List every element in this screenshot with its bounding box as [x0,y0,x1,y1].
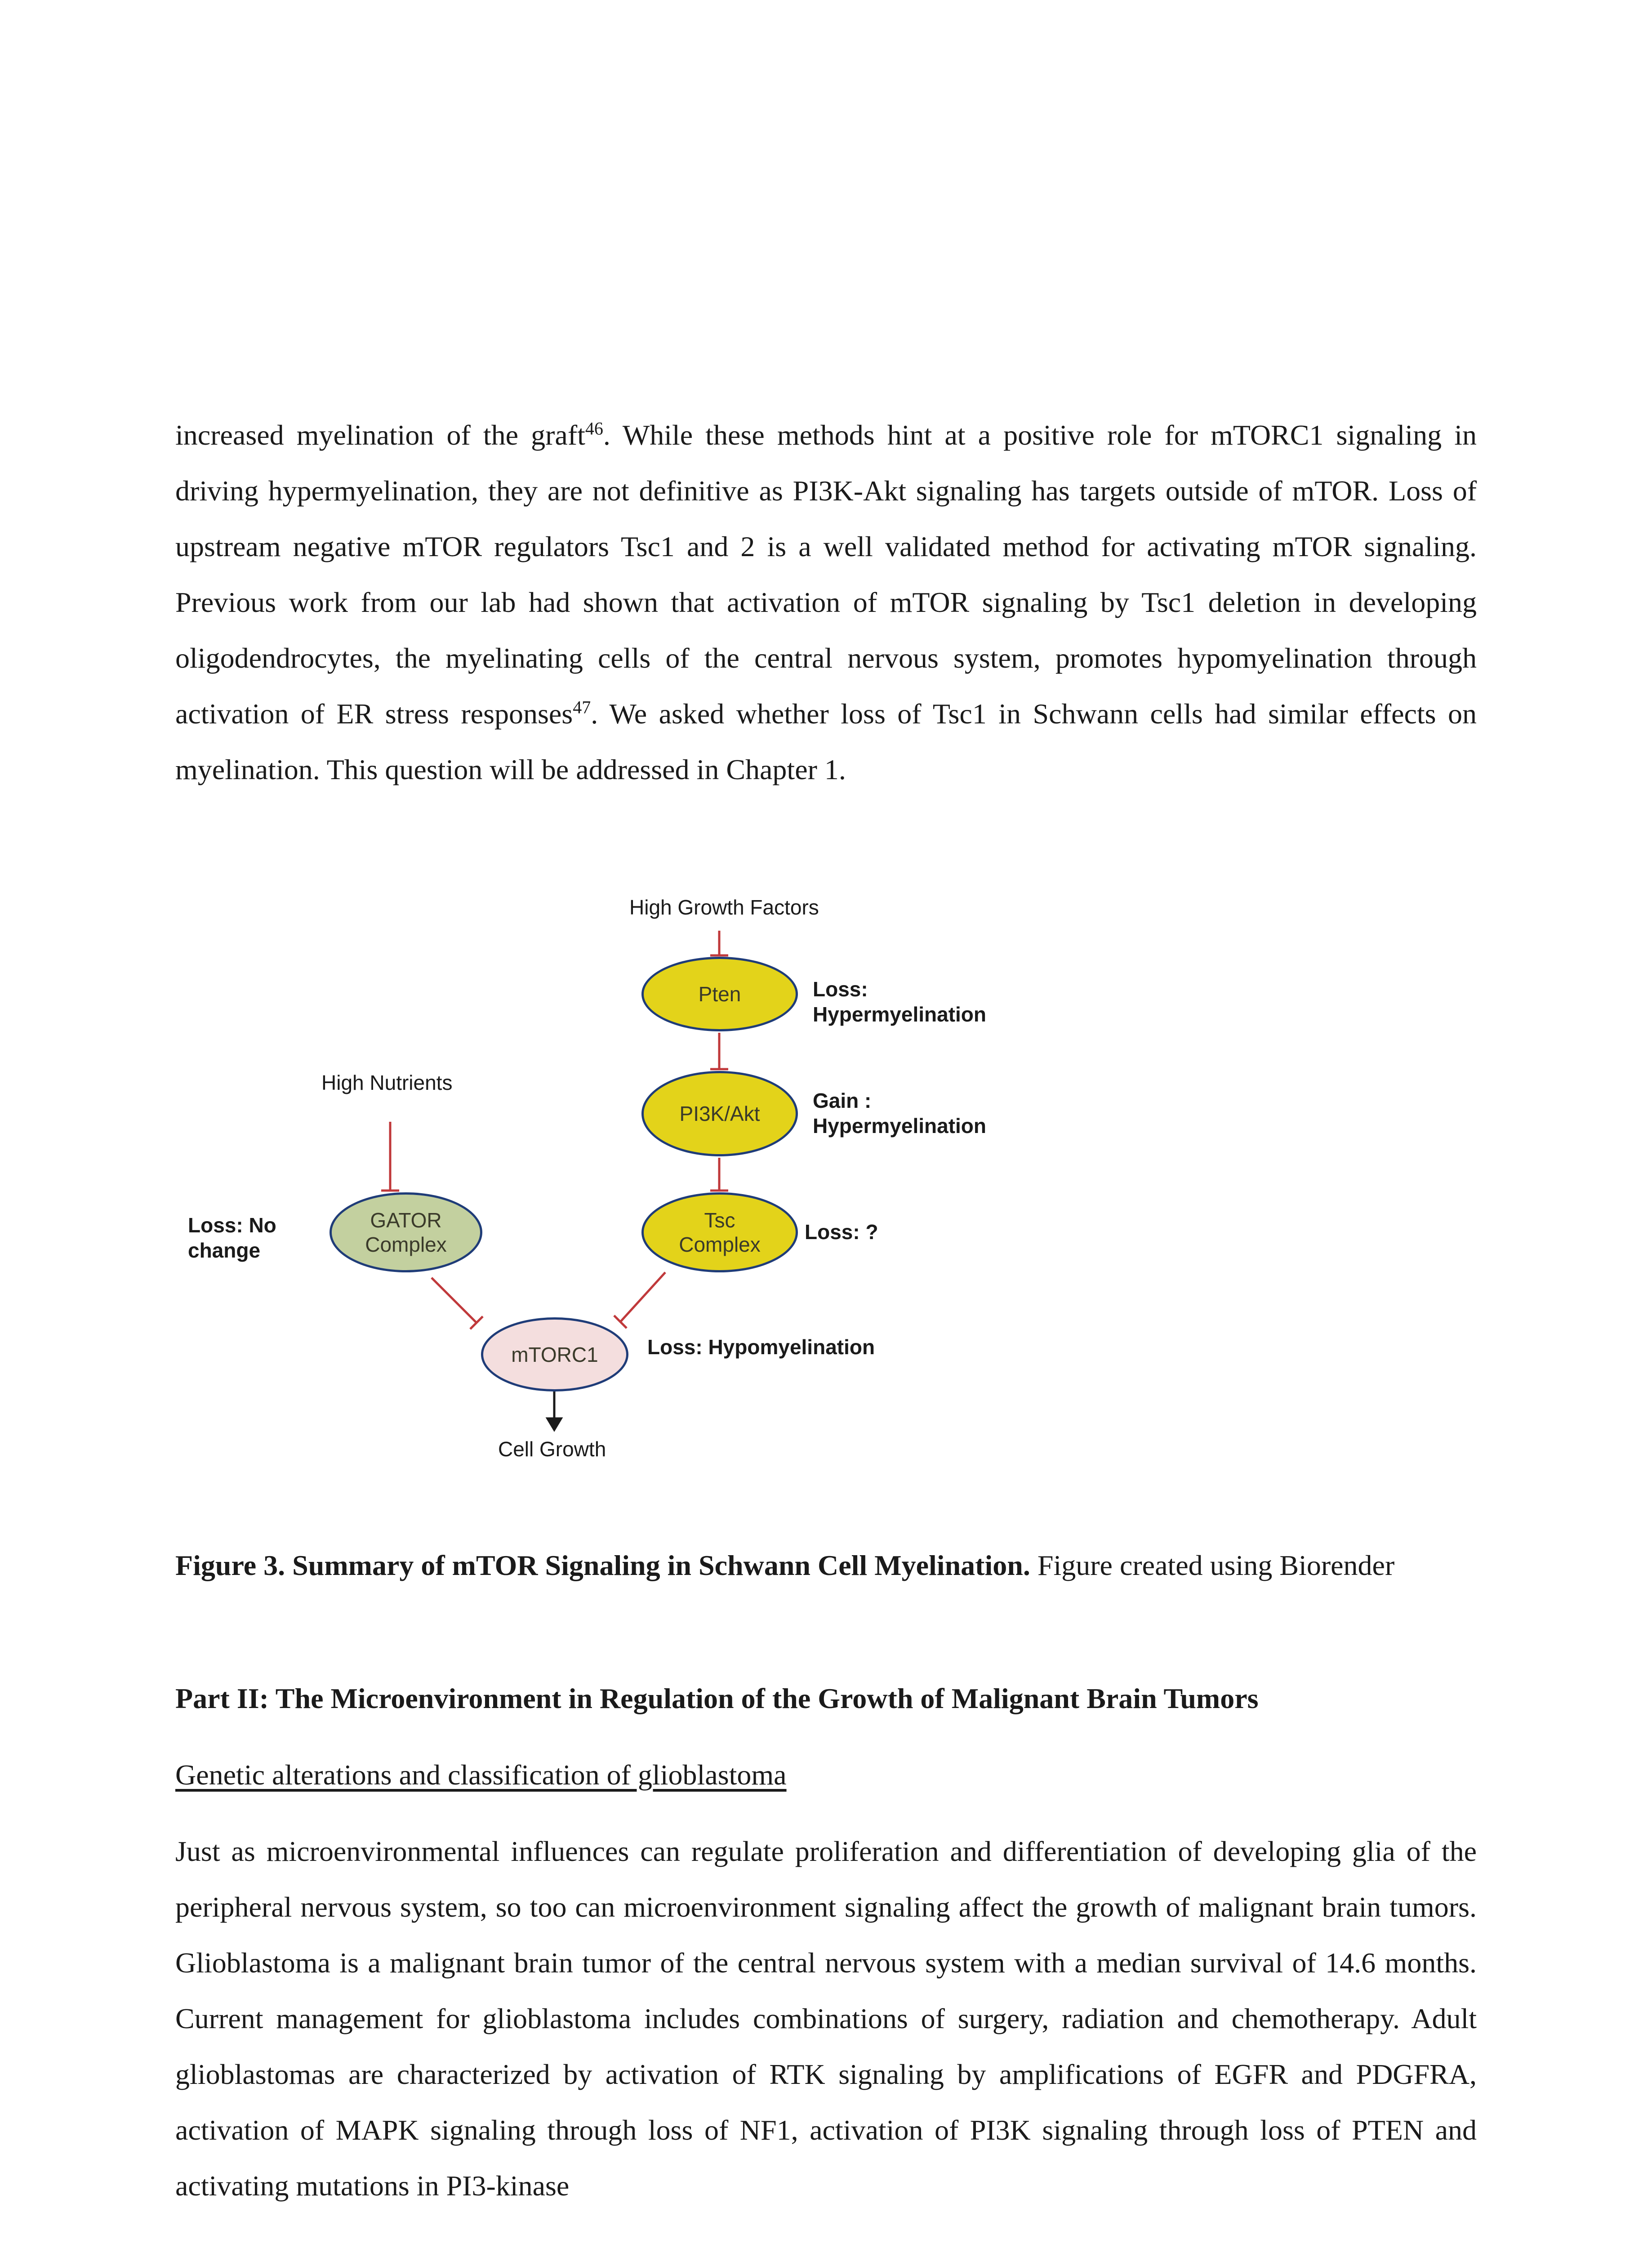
annotation-line2: change [188,1239,261,1262]
tsc-complex-node [641,1192,798,1272]
gator-complex-node [330,1192,482,1272]
arrow-head [548,1418,561,1430]
pten-annotation [813,977,986,1027]
annotation-line2: Hypermyelination [813,1003,986,1026]
node-label: PI3K/Akt [679,1102,760,1125]
figure-caption [175,1538,1477,1593]
cell-growth-label: Cell Growth [498,1437,606,1461]
node-label-line2: Complex [365,1233,447,1256]
gator-annotation [188,1213,276,1263]
node-label-line1: Tsc [704,1209,735,1232]
section-heading: Part II: The Microenvironment in Regulation of the Growth of Malignant Brain Tumors [175,1682,1259,1714]
pi3k-annotation [813,1088,986,1138]
high-nutrients-label: High Nutrients [321,1071,453,1094]
node-label: mTORC1 [511,1343,598,1366]
reference-superscript: 46 [585,418,603,439]
caption-title: Figure 3. Summary of mTOR Signaling in Schwann Cell Myelination. [175,1549,1030,1581]
paragraph-text: . While these methods hint at a positive role for mTORC1 signaling in driving hypermyelination, they are not definitive as PI3K-Akt signaling has targets outside of mTOR. Loss of upstream negative mTOR regulators Tsc1 and 2 is a well validated method for activating mTOR signaling. Previous work from our lab had shown that activation of mTOR signaling by Tsc1 deletion in developing oligodendrocytes, the myelinating cells of the central nervous system, promotes hypomyelination through activation of ER stress responses [175,419,1477,730]
node-label: Pten [698,982,741,1006]
node-label-line1: GATOR [370,1209,442,1232]
annotation-line1: Loss: No [188,1213,276,1237]
subsection-heading: Genetic alterations and classification of glioblastoma [175,1759,787,1791]
pten-node [641,957,798,1031]
high-growth-factors-label: High Growth Factors [629,896,819,919]
annotation-line2: Hypermyelination [813,1114,986,1137]
annotation-line1: Loss: [813,977,868,1001]
inhibit-arrow-tsc-mtorc1 [620,1272,665,1322]
inhibit-arrow-gator-mtorc1 [432,1278,476,1323]
paragraph-text: increased myelination of the graft [175,419,585,451]
mtorc1-node [481,1317,628,1392]
body-paragraph-2: Just as microenvironmental influences can regulate proliferation and differentiation of developing glia of the peripheral nervous system, so too can microenvironment signaling affect the growth of malignant brain tumors. Glioblastoma is a malignant brain tumor of the central nervous system with a median survival of 14.6 months. Current management for glioblastoma includes combinations of surgery, radiation and chemotherapy. Adult glioblastomas are characterized by activation of RTK signaling by amplifications of EGFR and PDGFRA, activation of MAPK signaling through loss of NF1, activation of PI3K signaling through loss of PTEN and activating mutations in PI3-kinase [175,1835,1477,2202]
pi3k-akt-node [641,1071,798,1156]
node-label-line2: Complex [679,1233,761,1256]
paragraph-text: . We asked whether loss of Tsc1 in Schwann cells had similar effects on myelination. This question will be addressed in Chapter 1. [175,698,1477,785]
tsc-annotation: Loss: ? [805,1220,878,1244]
reference-superscript: 47 [573,697,591,718]
caption-text: Figure created using Biorender [1030,1549,1395,1581]
annotation-line1: Gain : [813,1089,872,1112]
mtorc1-annotation: Loss: Hypomyelination [647,1335,875,1359]
